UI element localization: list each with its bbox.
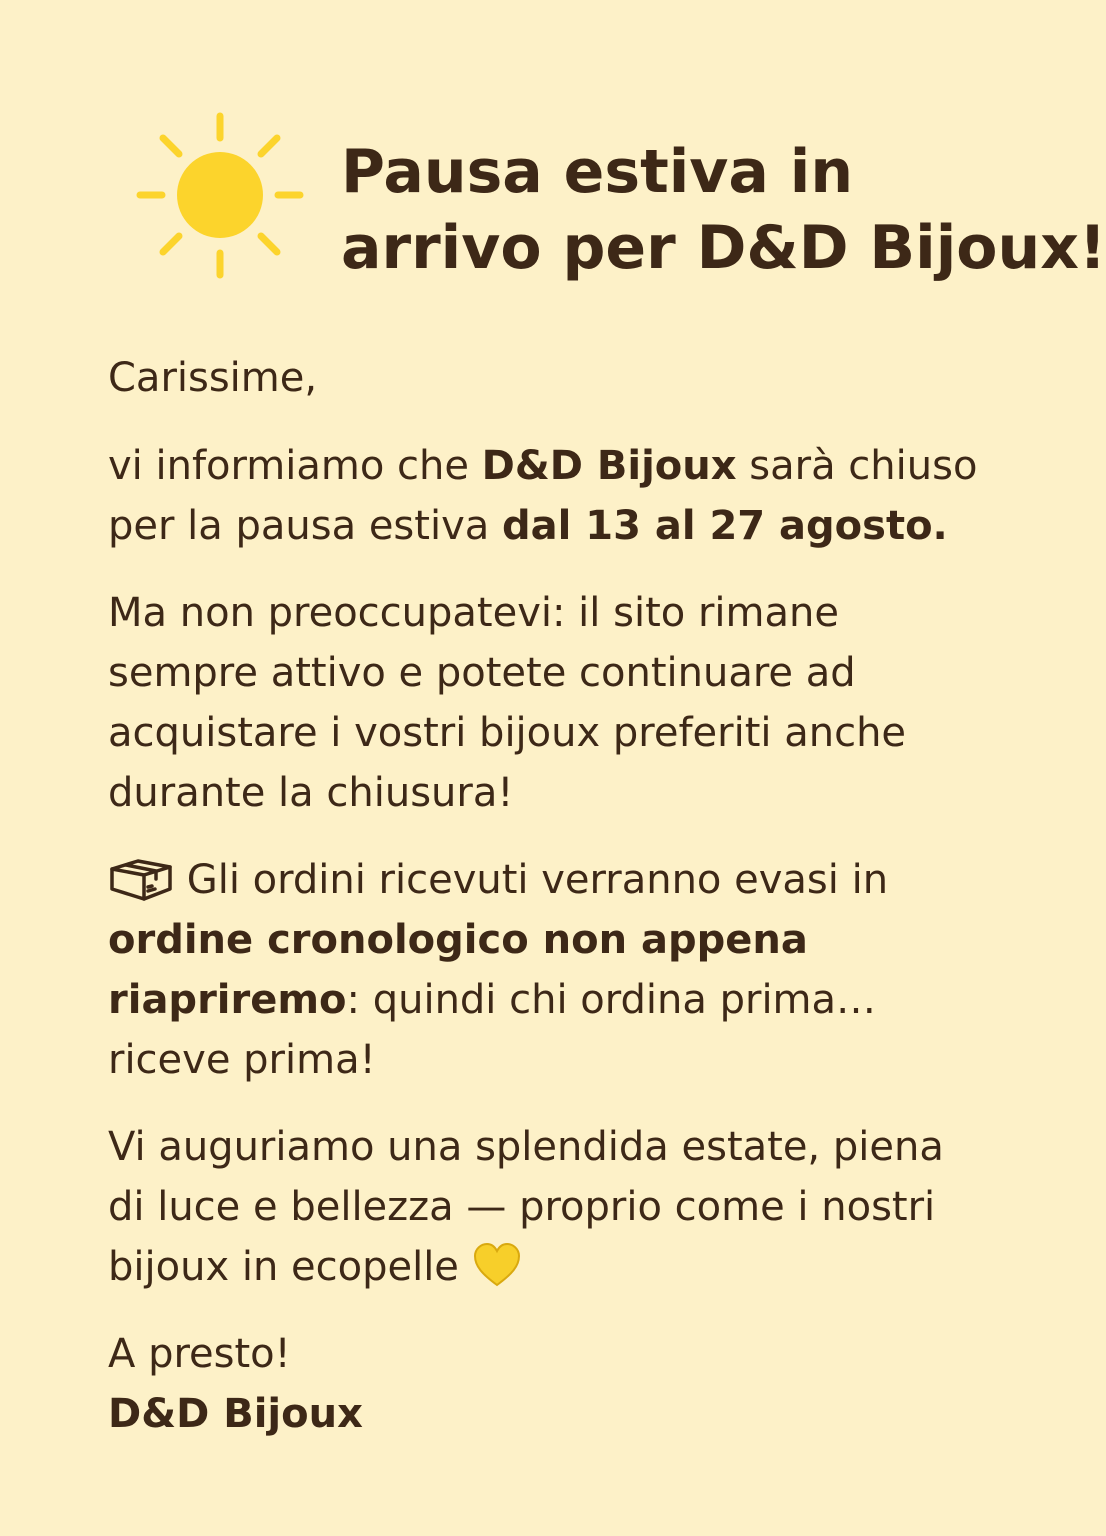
signature: D&D Bijoux — [108, 1391, 363, 1437]
page-title — [341, 134, 1106, 286]
orders-text-2: : quindi chi ordina prima… riceve prima! — [108, 977, 877, 1083]
orders-paragraph — [108, 850, 988, 1090]
closing: A presto! — [108, 1331, 291, 1377]
header — [130, 108, 1106, 283]
title-line-1: Pausa estiva in — [341, 137, 854, 207]
greeting: Carissime, — [108, 355, 318, 401]
closure-text-2: sarà chiuso per la pausa estiva — [108, 443, 978, 549]
website-paragraph: Ma non preoccupatevi: il sito rimane sempre attivo e potete continuare ad acquistare i vostri bijoux preferiti anche durante la chiusura! — [108, 590, 907, 816]
brand-name: D&D Bijoux — [481, 443, 737, 489]
orders-bold: ordine cronologico non appena riapriremo — [108, 917, 808, 1023]
title-line-2: arrivo per D&D Bijoux! — [341, 213, 1106, 283]
message-body — [108, 348, 988, 1444]
orders-text-1: Gli ordini ricevuti verranno evasi in — [174, 857, 889, 903]
wishes-paragraph — [108, 1117, 988, 1297]
closure-paragraph — [108, 436, 988, 556]
yellow-heart-icon — [472, 1242, 522, 1288]
closure-dates: dal 13 al 27 agosto. — [501, 503, 948, 549]
closure-text-1: vi informiamo che — [108, 443, 482, 489]
package-icon — [108, 857, 174, 901]
sun-icon — [130, 108, 310, 283]
wishes-text: Vi auguriamo una splendida estate, piena di luce e bellezza — proprio come i nostri bijoux in ecopelle — [108, 1124, 944, 1290]
